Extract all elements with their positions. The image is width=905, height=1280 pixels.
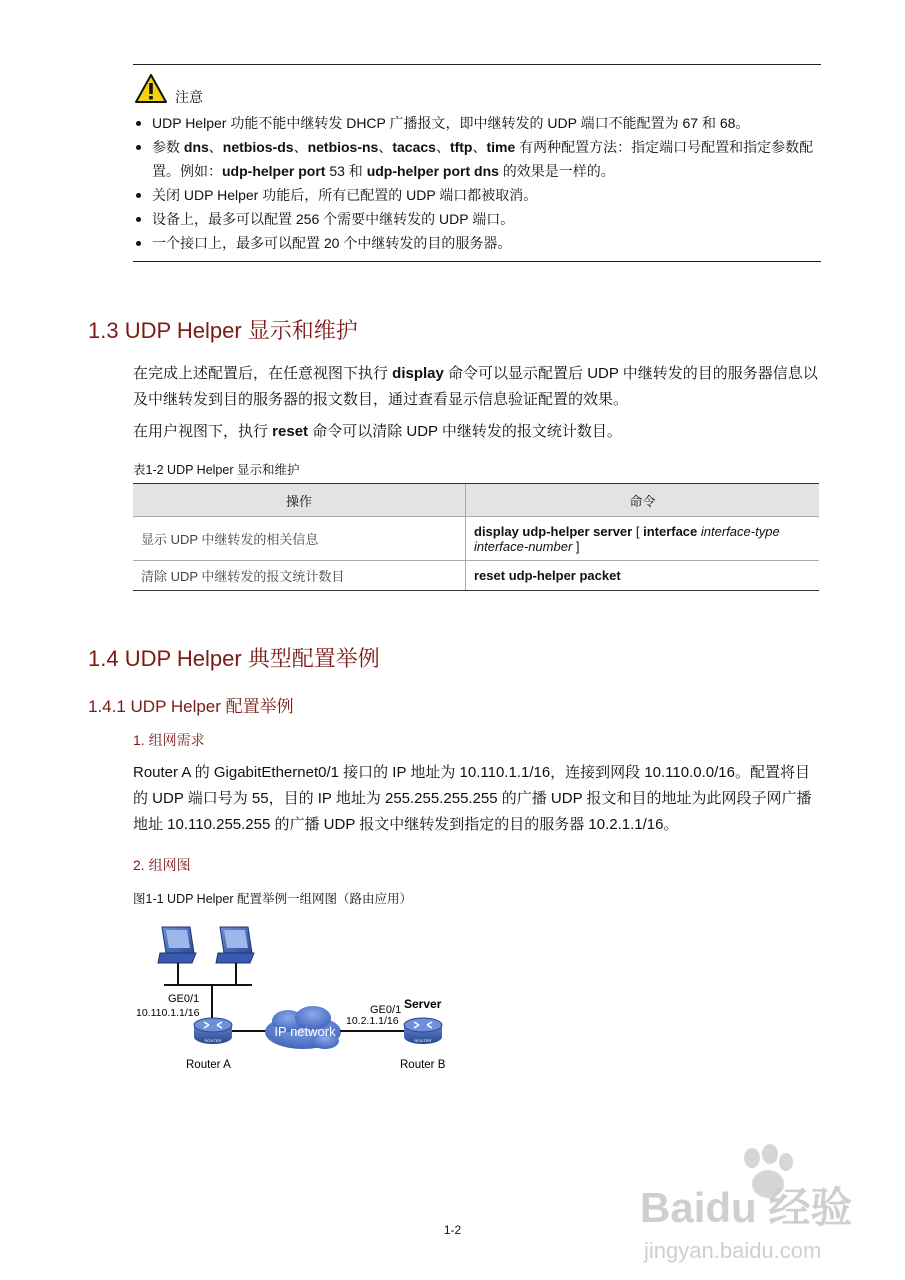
table-cell-command: display udp-helper server [ interface interface-type interface-number ] <box>466 517 820 561</box>
command-table <box>133 483 819 591</box>
requirements-paragraph: Router A 的 GigabitEthernet0/1 接口的 IP 地址为 10.110.1.1/16，连接到网段 10.110.0.0/16。配置将目的 UDP 端口号为 55，目的 IP 地址为 255.255.255.255 的广播 UDP 报文和目的地址为此网段子网广播地址 10.110.255.255 的广播 UDP 报文中继转发到指定的目的服务器 10.2.1.1/16。 <box>133 764 812 833</box>
router-b-interface-label: GE0/1 <box>370 1004 402 1016</box>
page-number: 1-2 <box>443 1223 462 1237</box>
section-1-4-1-heading: 1.4.1 UDP Helper 配置举例 <box>88 697 294 716</box>
list-item: UDP Helper 功能不能中继转发 DHCP 广播报文，即中继转发的 UDP 端口不能配置为 67 和 68。 <box>134 111 824 135</box>
notice-list <box>134 111 824 255</box>
notice-title: 注意 <box>175 89 203 105</box>
svg-text:ROUTER: ROUTER <box>414 1038 432 1043</box>
notice-bottom-rule <box>133 261 821 262</box>
requirements-heading: 1. 组网需求 <box>133 732 205 748</box>
router-b-label: Router B <box>400 1059 446 1071</box>
table-row <box>133 517 819 561</box>
table-header-operation: 操作 <box>133 484 466 517</box>
baidu-paw-logo-icon <box>640 1140 860 1270</box>
pc-2-icon <box>216 927 254 985</box>
table-header-row <box>133 484 819 517</box>
cloud-label: IP network <box>274 1024 336 1039</box>
router-a-ip-label: 10.110.1.1/16 <box>136 1007 200 1019</box>
network-diagram <box>120 915 480 1085</box>
router-a-interface-label: GE0/1 <box>168 993 200 1005</box>
table-cell-operation: 清除 UDP 中继转发的报文统计数目 <box>133 561 466 591</box>
table-header-command: 命令 <box>466 484 820 517</box>
list-item: 关闭 UDP Helper 功能后，所有已配置的 UDP 端口都被取消。 <box>134 183 824 207</box>
list-item: 一个接口上，最多可以配置 20 个中继转发的目的服务器。 <box>134 231 824 255</box>
section-1-3-paragraph-1: 在完成上述配置后，在任意视图下执行 display 命令可以显示配置后 UDP 中继转发的目的服务器信息以及中继转发到目的服务器的报文数目，通过查看显示信息验证配置的效果。 <box>133 365 818 408</box>
router-a-icon <box>194 1018 232 1044</box>
warning-icon <box>134 73 168 104</box>
router-a-label: Router A <box>186 1059 231 1071</box>
table-row <box>133 561 819 591</box>
watermark-brand: Baidu 经验 <box>640 1184 853 1231</box>
router-b-ip-label: 10.2.1.1/16 <box>346 1015 399 1027</box>
diagram-heading: 2. 组网图 <box>133 857 191 873</box>
table-cell-operation: 显示 UDP 中继转发的相关信息 <box>133 517 466 561</box>
router-b-icon <box>404 1018 442 1044</box>
baidu-watermark <box>640 1140 860 1270</box>
table-caption: 表1-2 UDP Helper 显示和维护 <box>133 463 300 477</box>
server-label: Server <box>404 997 442 1011</box>
section-1-3-paragraph-2: 在用户视图下，执行 reset 命令可以清除 UDP 中继转发的报文统计数目。 <box>133 423 622 440</box>
section-1-4-heading: 1.4 UDP Helper 典型配置举例 <box>88 646 380 671</box>
pc-1-icon <box>158 927 196 985</box>
section-1-3-heading: 1.3 UDP Helper 显示和维护 <box>88 318 358 343</box>
notice-top-rule <box>133 64 821 65</box>
list-item: 设备上，最多可以配置 256 个需要中继转发的 UDP 端口。 <box>134 207 824 231</box>
watermark-url: jingyan.baidu.com <box>644 1238 822 1263</box>
svg-text:ROUTER: ROUTER <box>204 1038 222 1043</box>
list-item: 参数 dns、netbios-ds、netbios-ns、tacacs、tftp、time 有两种配置方法：指定端口号配置和指定参数配置。例如：udp-helper port 53 和 udp-helper port dns 的效果是一样的。 <box>134 135 824 183</box>
table-cell-command: reset udp-helper packet <box>466 561 820 591</box>
figure-caption: 图1-1 UDP Helper 配置举例一组网图（路由应用） <box>133 892 412 906</box>
